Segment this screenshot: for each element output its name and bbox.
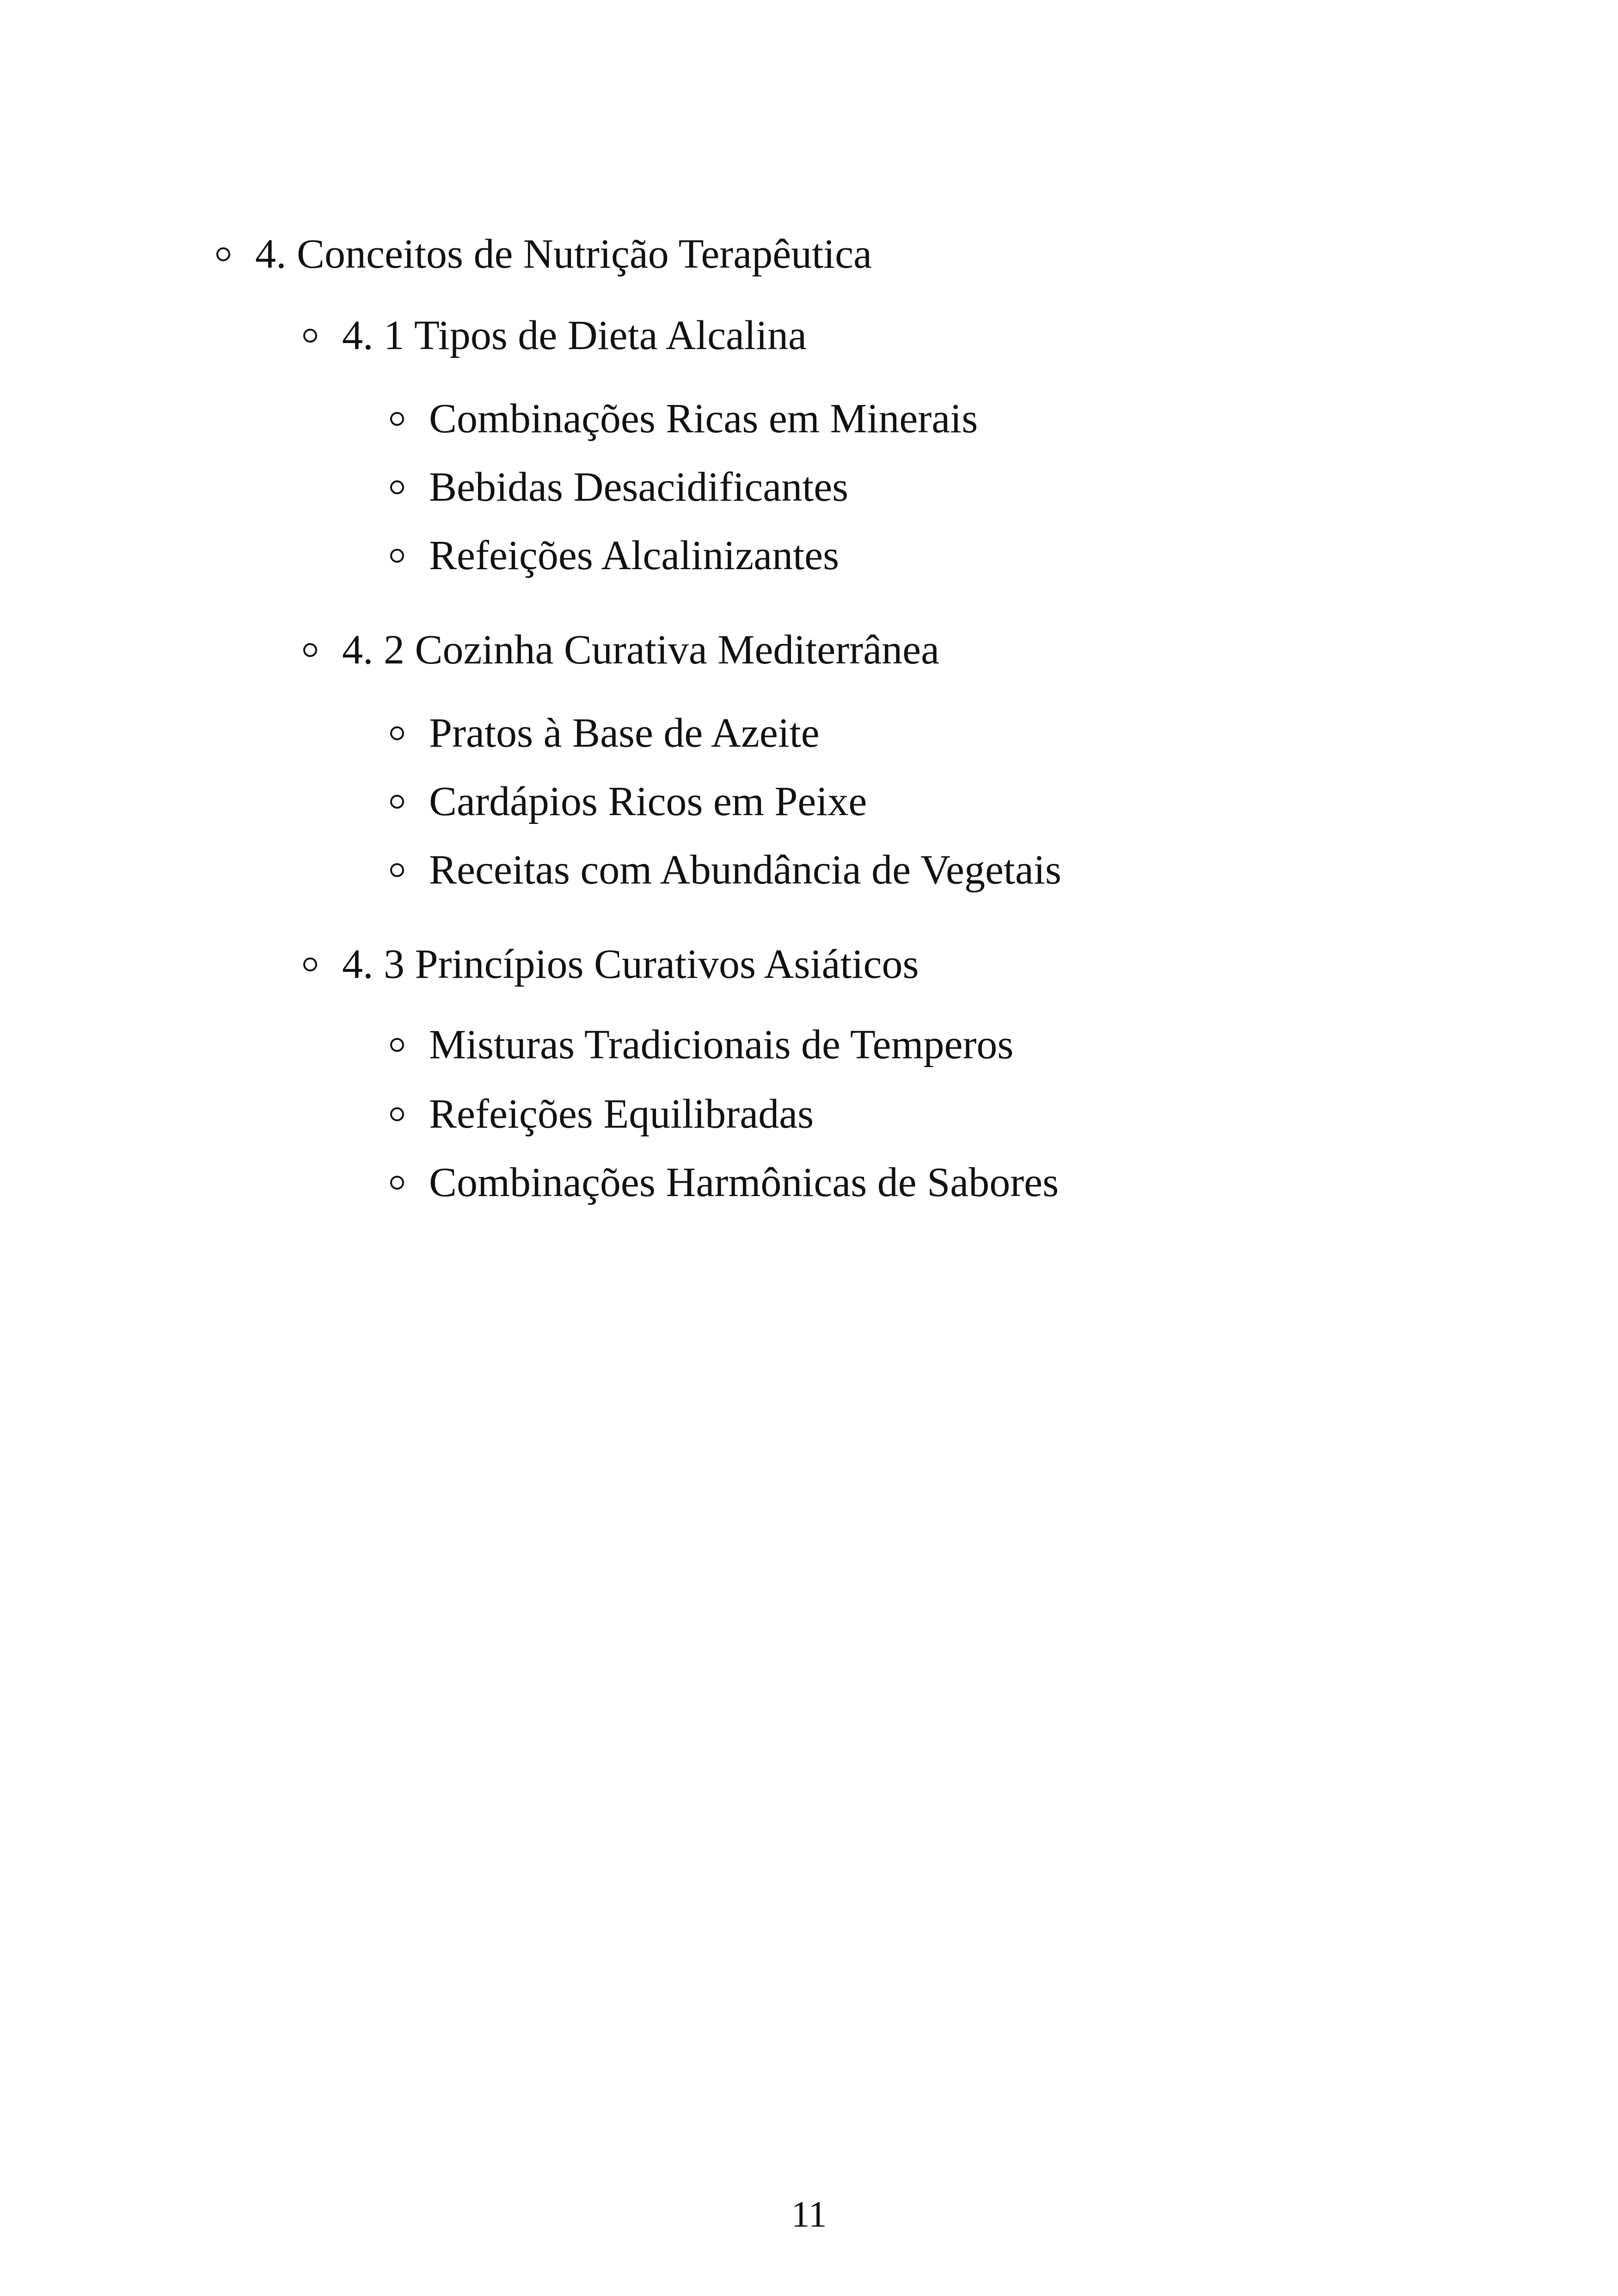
hollow-circle-bullet-icon: [303, 643, 317, 657]
list-item: [390, 842, 1061, 898]
section-title: [303, 937, 919, 992]
section-title: [303, 308, 807, 363]
hollow-circle-bullet-icon: [390, 549, 404, 563]
list-item-text: Refeições Equilibradas: [429, 1091, 814, 1137]
list-item: [390, 1017, 1013, 1073]
hollow-circle-bullet-icon: [390, 1107, 404, 1121]
list-item-text: Combinações Ricas em Minerais: [429, 396, 978, 442]
list-item: [390, 1155, 1059, 1210]
hollow-circle-bullet-icon: [390, 1176, 404, 1190]
list-item-text: Receitas com Abundância de Vegetais: [429, 847, 1061, 893]
section-title-text: 4. 3 Princípios Curativos Asiáticos: [342, 941, 919, 987]
list-item: [390, 528, 839, 583]
list-item: [390, 460, 848, 515]
list-item-text: Misturas Tradicionais de Temperos: [429, 1022, 1014, 1068]
hollow-circle-bullet-icon: [216, 247, 230, 261]
hollow-circle-bullet-icon: [390, 863, 404, 877]
outline-heading: [216, 227, 872, 282]
list-item-text: Bebidas Desacidificantes: [429, 464, 849, 510]
list-item-text: Combinações Harmônicas de Sabores: [429, 1160, 1059, 1205]
list-item: [390, 391, 978, 447]
section-title-text: 4. 1 Tipos de Dieta Alcalina: [342, 313, 807, 358]
list-item-text: Pratos à Base de Azeite: [429, 710, 820, 756]
hollow-circle-bullet-icon: [303, 958, 317, 971]
hollow-circle-bullet-icon: [390, 480, 404, 494]
outline-heading-text: 4. Conceitos de Nutrição Terapêutica: [255, 231, 872, 277]
hollow-circle-bullet-icon: [390, 412, 404, 426]
section-title: [303, 622, 939, 678]
hollow-circle-bullet-icon: [303, 329, 317, 343]
list-item-text: Refeições Alcalinizantes: [429, 533, 840, 578]
hollow-circle-bullet-icon: [390, 795, 404, 809]
section-title-text: 4. 2 Cozinha Curativa Mediterrânea: [342, 627, 940, 673]
list-item: [390, 1087, 814, 1142]
list-item-text: Cardápios Ricos em Peixe: [429, 779, 867, 824]
list-item: [390, 774, 867, 829]
page-number: 11: [791, 2194, 827, 2235]
list-item: [390, 706, 820, 761]
hollow-circle-bullet-icon: [390, 1038, 404, 1052]
hollow-circle-bullet-icon: [390, 726, 404, 740]
